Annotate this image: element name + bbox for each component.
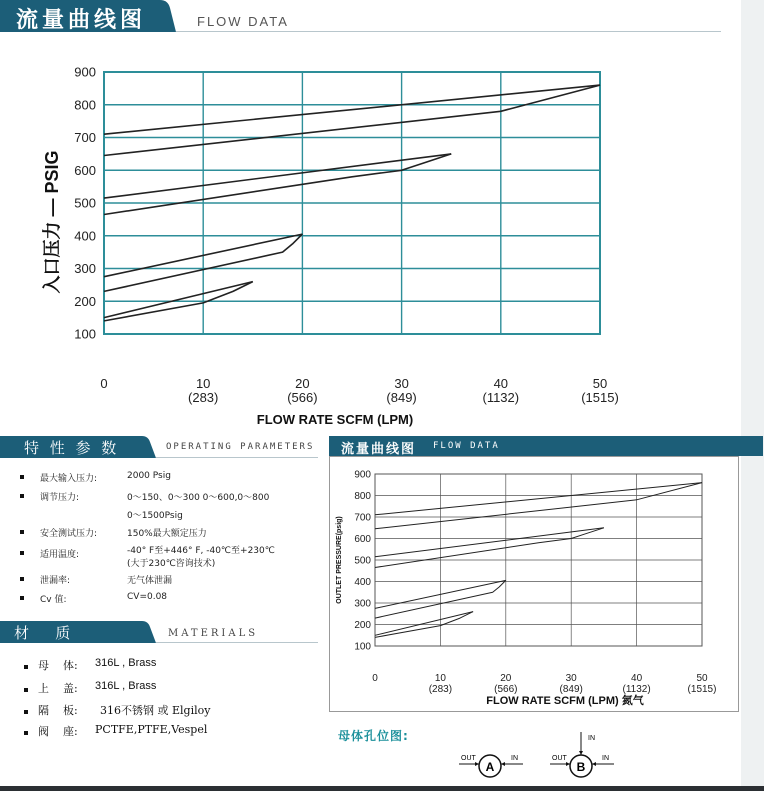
param-value: 0～1500Psig (127, 511, 183, 521)
y-tick-label: 200 (354, 620, 371, 632)
x-tick-label: 40 (493, 376, 509, 391)
bullet (20, 551, 24, 555)
y-tick-label: 400 (354, 577, 371, 589)
y-tick-label: 100 (354, 641, 371, 653)
bullet (20, 475, 24, 479)
param-value: 150%最大额定压力 (127, 529, 207, 539)
port-b-diagram (546, 730, 626, 784)
port-a-in-label: IN (511, 755, 518, 762)
y-tick-label: 100 (74, 326, 96, 342)
x-tick-lpm-label: (283) (188, 390, 219, 405)
material-value: 316L , Brass (95, 657, 157, 669)
series-line-2 (375, 483, 702, 529)
material-value: 316L , Brass (95, 680, 157, 692)
bullet (24, 710, 28, 714)
x-tick-label: 50 (696, 673, 708, 684)
x-tick-label: 20 (295, 376, 310, 391)
y-axis-label: 入口压力 — PSIG (42, 150, 62, 294)
bullet (24, 665, 28, 669)
port-a-diagram (455, 744, 535, 784)
param-value: 0～150、0～300 0～600,0～800 (127, 493, 270, 503)
x-tick-lpm-label: (566) (494, 684, 518, 695)
top-chart (0, 50, 740, 430)
y-tick-label: 800 (74, 97, 96, 113)
top-header-line (176, 31, 721, 32)
param-label: 适用温度: (40, 550, 80, 560)
y-tick-label: 700 (354, 512, 371, 524)
y-tick-label: 600 (74, 162, 96, 178)
param-value: CV=0.08 (127, 592, 168, 602)
y-tick-label: 300 (354, 598, 371, 610)
x-tick-lpm-label: (283) (428, 684, 453, 695)
bullet (20, 494, 24, 498)
x-tick-lpm-label: (1515) (687, 684, 717, 695)
bullet (20, 577, 24, 581)
x-tick-lpm-label: (566) (287, 390, 318, 405)
param-value: -40° F至+446° F, -40℃至+230℃ (127, 546, 275, 556)
operating-subtitle: OPERATING PARAMETERS (166, 442, 315, 452)
material-label: 上 盖: (38, 682, 78, 695)
param-value: 无气体泄漏 (127, 576, 173, 586)
material-label: 隔 板: (38, 704, 78, 717)
port-b-letter: B (576, 760, 586, 774)
top-header-bar (0, 0, 185, 32)
port-b-in-label: IN (602, 755, 609, 762)
x-tick-label: 30 (565, 673, 577, 684)
series-line-4 (375, 528, 604, 568)
material-label: 阀 座: (38, 725, 78, 738)
x-tick-label: 50 (592, 376, 608, 391)
series-line-1 (104, 85, 600, 134)
x-tick-label: 40 (631, 673, 643, 684)
bullet (20, 530, 24, 534)
x-tick-label: 20 (500, 673, 512, 684)
port-b-in-top-label: IN (588, 735, 595, 742)
series-line-1 (375, 483, 702, 515)
x-tick-label: 30 (394, 376, 409, 391)
port-b-out-label: OUT (552, 755, 567, 762)
x-axis-label: FLOW RATE SCFM (LPM) (256, 412, 414, 427)
materials-header-line (156, 642, 318, 643)
x-tick-lpm-label: (849) (386, 390, 417, 405)
series-line-3 (104, 154, 451, 198)
param-value: 2000 Psig (127, 471, 171, 481)
port-diagram-title: 母体孔位图: (338, 729, 409, 743)
y-tick-label: 300 (74, 261, 96, 277)
port-a-out-label: OUT (461, 755, 476, 762)
port-a-letter: A (485, 760, 495, 774)
x-tick-lpm-label: (1132) (622, 684, 651, 695)
param-value: (大于230℃咨询技术) (127, 559, 216, 569)
series-line-3 (375, 528, 604, 557)
y-tick-label: 200 (74, 293, 96, 309)
y-tick-label: 600 (354, 534, 371, 546)
x-tick-label: 0 (100, 376, 108, 391)
bullet (20, 596, 24, 600)
operating-header-bar (0, 436, 165, 458)
material-value: PCTFE,PTFE,Vespel (95, 723, 208, 736)
x-tick-label: 10 (434, 673, 446, 684)
y-tick-label: 900 (74, 64, 96, 80)
y-tick-label: 500 (354, 555, 371, 567)
y-tick-label: 400 (74, 228, 96, 244)
x-tick-label: 0 (372, 673, 378, 684)
series-line-2 (104, 85, 600, 155)
param-label: 安全测试压力: (40, 529, 98, 539)
bullet (24, 688, 28, 692)
param-label: 调节压力: (40, 493, 80, 503)
y-tick-label: 700 (74, 130, 96, 146)
bottom-header-bar (329, 436, 763, 456)
bullet (24, 731, 28, 735)
x-tick-lpm-label: (849) (559, 684, 583, 695)
series-line-4 (104, 154, 451, 215)
top-header-subtitle: FLOW DATA (197, 14, 289, 29)
material-label: 母 体: (38, 659, 78, 672)
x-tick-label: 10 (195, 376, 211, 391)
x-axis-label: FLOW RATE SCFM (LPM) 氮气 (486, 695, 644, 707)
bottom-chart (330, 458, 738, 710)
materials-header-bar (0, 621, 165, 643)
materials-subtitle: MATERIALS (168, 628, 259, 639)
bottom-page-strip (0, 786, 764, 791)
x-tick-lpm-label: (1132) (482, 390, 520, 405)
top-header-title: 流量曲线图 (16, 8, 147, 33)
y-tick-label: 500 (74, 195, 96, 211)
y-axis-label: OUTLET PRESSURE(psig) (336, 516, 343, 604)
operating-title: 特 性 参 数 (24, 439, 120, 457)
bottom-header-title: 流量曲线图 (341, 442, 417, 457)
param-label: Cv 值: (40, 595, 67, 605)
x-tick-lpm-label: (1515) (581, 390, 619, 405)
materials-title: 材 质 (14, 624, 74, 642)
bottom-header-subtitle: FLOW DATA (433, 441, 500, 451)
right-edge-strip (741, 0, 764, 791)
material-value: 316不锈钢 或 Elgiloy (100, 704, 211, 717)
y-tick-label: 800 (354, 491, 371, 503)
operating-header-line (156, 457, 318, 458)
param-label: 最大输入压力: (40, 474, 98, 484)
y-tick-label: 900 (354, 469, 371, 481)
param-label: 泄漏率: (40, 576, 71, 586)
